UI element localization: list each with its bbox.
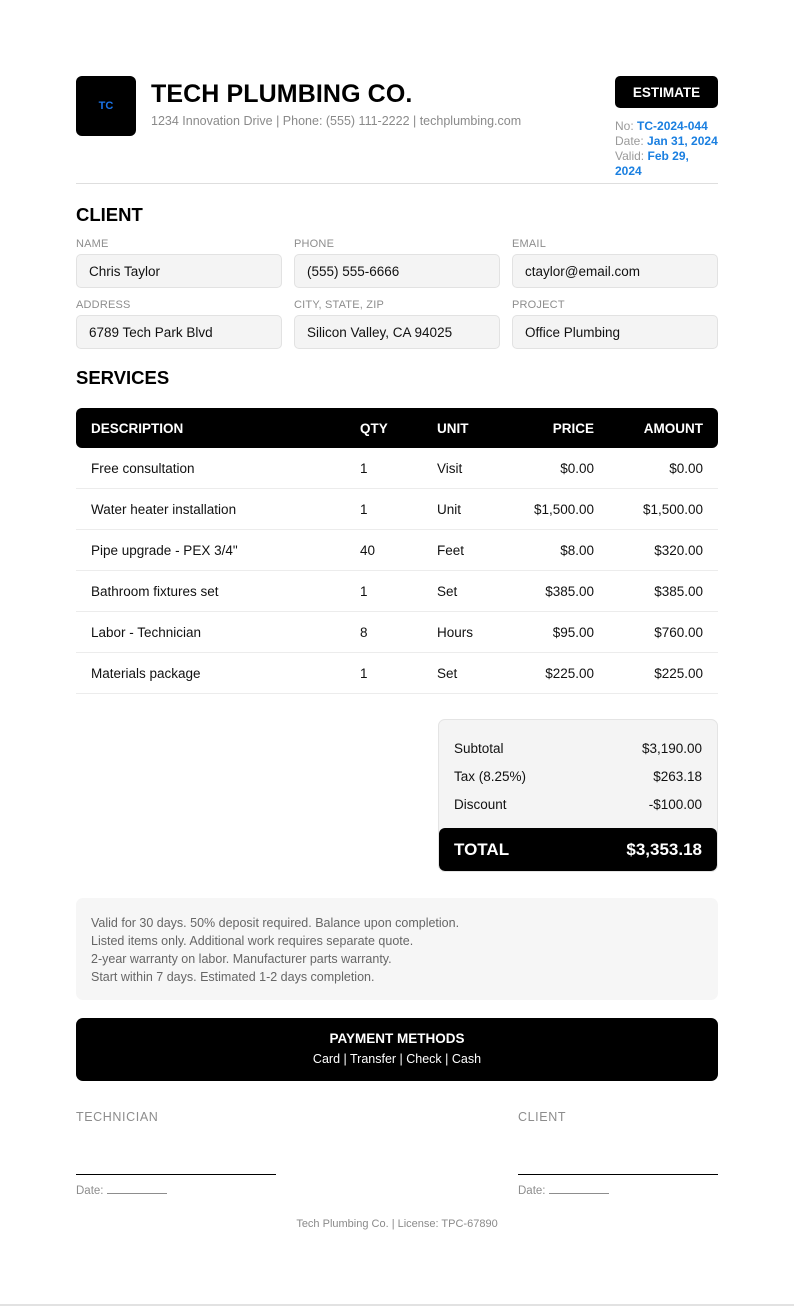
terms-line: 2-year warranty on labor. Manufacturer parts warranty. — [91, 952, 392, 966]
company-name: TECH PLUMBING CO. — [151, 80, 413, 108]
signature-line[interactable] — [518, 1174, 718, 1175]
col-description: DESCRIPTION — [91, 420, 184, 436]
tax-label: Tax (8.25%) — [454, 769, 527, 784]
col-amount: AMOUNT — [643, 420, 703, 436]
signature-line[interactable] — [76, 1174, 276, 1175]
cell-amount: $760.00 — [654, 624, 703, 640]
signature-date — [76, 1184, 167, 1197]
header-divider — [76, 183, 718, 184]
meta-label: No: — [615, 119, 634, 133]
table-row — [76, 612, 718, 653]
discount-row — [454, 797, 702, 812]
field-label: PROJECT — [512, 299, 565, 311]
terms-box — [76, 898, 718, 1000]
terms-line: Listed items only. Additional work requires separate quote. — [91, 934, 414, 948]
client-project-input[interactable]: Office Plumbing — [512, 315, 718, 349]
cell-description: Free consultation — [91, 460, 195, 476]
cell-price: $95.00 — [552, 624, 594, 640]
cell-description: Water heater installation — [91, 501, 237, 517]
cell-amount: $320.00 — [654, 542, 703, 558]
company-logo — [76, 76, 136, 136]
technician-signature — [76, 1110, 276, 1197]
subtotal-row — [454, 741, 702, 756]
client-project-field — [512, 299, 718, 349]
client-name-input[interactable]: Chris Taylor — [76, 254, 282, 288]
technician-label: TECHNICIAN — [76, 1110, 159, 1124]
cell-description: Bathroom fixtures set — [91, 583, 219, 599]
cell-unit: Feet — [437, 542, 465, 558]
meta-value: Feb 29, 2024 — [615, 149, 689, 178]
tax-row — [454, 769, 702, 784]
col-unit: UNIT — [437, 420, 469, 436]
payment-title: PAYMENT METHODS — [329, 1031, 465, 1046]
date-blank[interactable] — [107, 1184, 167, 1194]
cell-unit: Unit — [437, 501, 462, 517]
date-blank[interactable] — [549, 1184, 609, 1194]
company-info: 1234 Innovation Drive | Phone: (555) 111-2222 | techplumbing.com — [151, 114, 522, 128]
cell-unit: Hours — [437, 624, 474, 640]
footer-license: Tech Plumbing Co. | License: TPC-67890 — [296, 1218, 498, 1230]
client-email-field — [512, 238, 718, 288]
field-label: PHONE — [294, 238, 335, 250]
cell-price: $225.00 — [545, 665, 594, 681]
cell-amount: $0.00 — [669, 460, 703, 476]
cell-price: $8.00 — [560, 542, 594, 558]
cell-description: Materials package — [91, 665, 201, 681]
cell-amount: $225.00 — [654, 665, 703, 681]
cell-qty: 40 — [360, 542, 376, 558]
field-label: NAME — [76, 238, 109, 250]
cell-qty: 8 — [360, 624, 368, 640]
cell-amount: $385.00 — [654, 583, 703, 599]
table-row — [76, 489, 718, 530]
field-label: CITY, STATE, ZIP — [294, 299, 384, 311]
cell-description: Pipe upgrade - PEX 3/4" — [91, 542, 238, 558]
document-meta — [615, 119, 718, 179]
cell-price: $385.00 — [545, 583, 594, 599]
meta-valid — [615, 149, 718, 179]
field-label: ADDRESS — [76, 299, 131, 311]
meta-label: Valid: — [615, 149, 645, 163]
meta-value: Jan 31, 2024 — [647, 134, 718, 148]
total-value: $3,353.18 — [626, 839, 702, 859]
client-label: CLIENT — [518, 1110, 567, 1124]
cell-unit: Set — [437, 665, 458, 681]
terms-line: Valid for 30 days. 50% deposit required. Balance upon completion. — [91, 916, 460, 930]
services-table — [76, 408, 718, 694]
table-row — [76, 530, 718, 571]
table-row — [76, 571, 718, 612]
client-signature — [518, 1110, 718, 1197]
meta-date — [615, 134, 718, 149]
total-row — [439, 828, 717, 871]
tax-value: $263.18 — [653, 769, 702, 784]
cell-qty: 1 — [360, 460, 368, 476]
client-phone-field — [294, 238, 500, 288]
meta-label: Date: — [615, 134, 644, 148]
discount-value: -$100.00 — [648, 797, 702, 812]
meta-value: TC-2024-044 — [637, 119, 708, 133]
payment-methods-banner — [76, 1018, 718, 1081]
cell-amount: $1,500.00 — [642, 501, 703, 517]
client-name-field — [76, 238, 282, 288]
estimate-badge: ESTIMATE — [615, 76, 718, 108]
cell-unit: Visit — [437, 460, 463, 476]
cell-qty: 1 — [360, 665, 368, 681]
totals-box — [438, 719, 718, 872]
field-label: EMAIL — [512, 238, 547, 250]
client-phone-input[interactable]: (555) 555-6666 — [294, 254, 500, 288]
client-email-input[interactable]: ctaylor@email.com — [512, 254, 718, 288]
cell-unit: Set — [437, 583, 458, 599]
date-label: Date: — [76, 1185, 104, 1197]
client-city-input[interactable]: Silicon Valley, CA 94025 — [294, 315, 500, 349]
date-label: Date: — [518, 1185, 546, 1197]
client-city-field — [294, 299, 500, 349]
col-qty: QTY — [360, 420, 388, 436]
subtotal-label: Subtotal — [454, 741, 504, 756]
discount-label: Discount — [454, 797, 507, 812]
services-section-title: SERVICES — [76, 367, 170, 388]
header — [76, 76, 718, 176]
cell-description: Labor - Technician — [91, 624, 202, 640]
payment-methods-list: Card | Transfer | Check | Cash — [312, 1052, 482, 1066]
table-row — [76, 653, 718, 694]
terms-line: Start within 7 days. Estimated 1-2 days completion. — [91, 970, 375, 984]
subtotal-value: $3,190.00 — [641, 741, 702, 756]
logo-initials: TC — [98, 100, 114, 112]
table-row — [76, 448, 718, 489]
table-header — [76, 408, 718, 448]
total-label: TOTAL — [454, 839, 510, 859]
cell-price: $1,500.00 — [533, 501, 594, 517]
col-price: PRICE — [552, 420, 594, 436]
signature-date — [518, 1184, 609, 1197]
client-section-title: CLIENT — [76, 204, 143, 225]
client-address-input[interactable]: 6789 Tech Park Blvd — [76, 315, 282, 349]
client-address-field — [76, 299, 282, 349]
cell-qty: 1 — [360, 583, 368, 599]
meta-number — [615, 119, 718, 134]
cell-qty: 1 — [360, 501, 368, 517]
cell-price: $0.00 — [560, 460, 594, 476]
